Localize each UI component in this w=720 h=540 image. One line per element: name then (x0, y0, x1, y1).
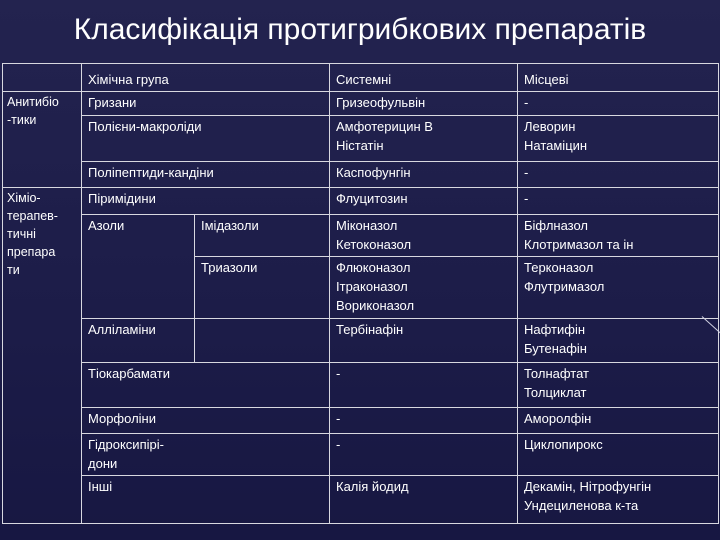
systemic-cell: - (330, 434, 518, 476)
table-row (3, 319, 719, 363)
drug-name: Терконазол (524, 260, 594, 275)
classification-table (2, 63, 719, 524)
table-row (3, 408, 719, 434)
drug-name: Ітраконазол (336, 279, 408, 294)
local-cell: - (518, 92, 719, 116)
header-systemic: Системні (330, 64, 518, 92)
group-cell: Гризани (82, 92, 330, 116)
table-row (3, 188, 719, 215)
chemo-label-line: тичні (7, 227, 36, 241)
empty-subgroup-cell (195, 319, 330, 363)
table-row (3, 476, 719, 524)
local-cell: Аморолфін (518, 408, 719, 434)
systemic-cell: Флуцитозин (330, 188, 518, 215)
group-cell: Полієни-макроліди (82, 116, 330, 162)
table-row (3, 162, 719, 188)
subgroup-cell: Триазоли (195, 257, 330, 319)
drug-name: Нафтифін (524, 322, 586, 337)
systemic-cell: Гризеофульвін (330, 92, 518, 116)
antibiotics-label-line: Анитибіо (7, 95, 59, 109)
table-row (3, 215, 719, 257)
slide-title: Класифікація протигрибкових препаратів (73, 13, 647, 46)
subgroup-cell: Імідазоли (195, 215, 330, 257)
drug-name: Кетоконазол (336, 237, 412, 252)
local-cell (518, 215, 719, 257)
drug-name: Амфотерицин В (336, 119, 433, 134)
local-cell: Циклопирокс (518, 434, 719, 476)
group-cell: Тіокарбамати (82, 363, 330, 408)
drug-name: Декамін, Нітрофунгін (524, 479, 652, 494)
group-cell: Піримідини (82, 188, 330, 215)
local-cell (518, 319, 719, 363)
systemic-cell: - (330, 363, 518, 408)
local-cell (518, 476, 719, 524)
systemic-cell: Тербінафін (330, 319, 518, 363)
corner-cell (3, 64, 82, 92)
header-local: Місцеві (518, 64, 719, 92)
group-cell: Алліламіни (82, 319, 195, 363)
local-cell: - (518, 162, 719, 188)
chemo-label-line: Хіміо- (7, 191, 41, 205)
local-cell (518, 116, 719, 162)
drug-name: Бутенафін (524, 341, 587, 356)
group-name-line: Гідроксипірі- (88, 437, 164, 452)
group-cell: Поліпептиди-кандіни (82, 162, 330, 188)
systemic-cell: Каспофунгін (330, 162, 518, 188)
drug-name: Ністатін (336, 138, 384, 153)
systemic-cell (330, 116, 518, 162)
group-cell: Азоли (82, 215, 195, 319)
local-cell (518, 363, 719, 408)
group-name-line: дони (88, 456, 118, 471)
systemic-cell: - (330, 408, 518, 434)
drug-name: Міконазол (336, 218, 398, 233)
table-row (3, 363, 719, 408)
table-row (3, 434, 719, 476)
chemo-label (3, 188, 82, 524)
chemo-label-line: терапев- (7, 209, 58, 223)
table-row (3, 116, 719, 162)
header-row (3, 64, 719, 92)
systemic-cell (330, 257, 518, 319)
drug-name: Леворин (524, 119, 576, 134)
systemic-cell (330, 215, 518, 257)
systemic-cell: Калія йодид (330, 476, 518, 524)
drug-name: Толнафтат (524, 366, 589, 381)
group-cell (82, 434, 330, 476)
drug-name: Толциклат (524, 385, 587, 400)
chemo-label-line: ти (7, 263, 20, 277)
drug-name: Клотримазол та ін (524, 237, 634, 252)
antibiotics-label-line: -тики (7, 113, 37, 127)
local-cell: - (518, 188, 719, 215)
header-chem-group: Хімічна група (82, 64, 330, 92)
chemo-label-line: препара (7, 245, 56, 259)
drug-name: Вориконазол (336, 298, 415, 313)
drug-name: Біфлназол (524, 218, 589, 233)
group-cell: Інші (82, 476, 330, 524)
table-row (3, 92, 719, 116)
group-cell: Морфоліни (82, 408, 330, 434)
drug-name: Флутримазол (524, 279, 605, 294)
drug-name: Флюконазол (336, 260, 411, 275)
drug-name: Натаміцин (524, 138, 588, 153)
local-cell (518, 257, 719, 319)
antibiotics-label (3, 92, 82, 188)
drug-name: Ундециленова к-та (524, 498, 639, 513)
